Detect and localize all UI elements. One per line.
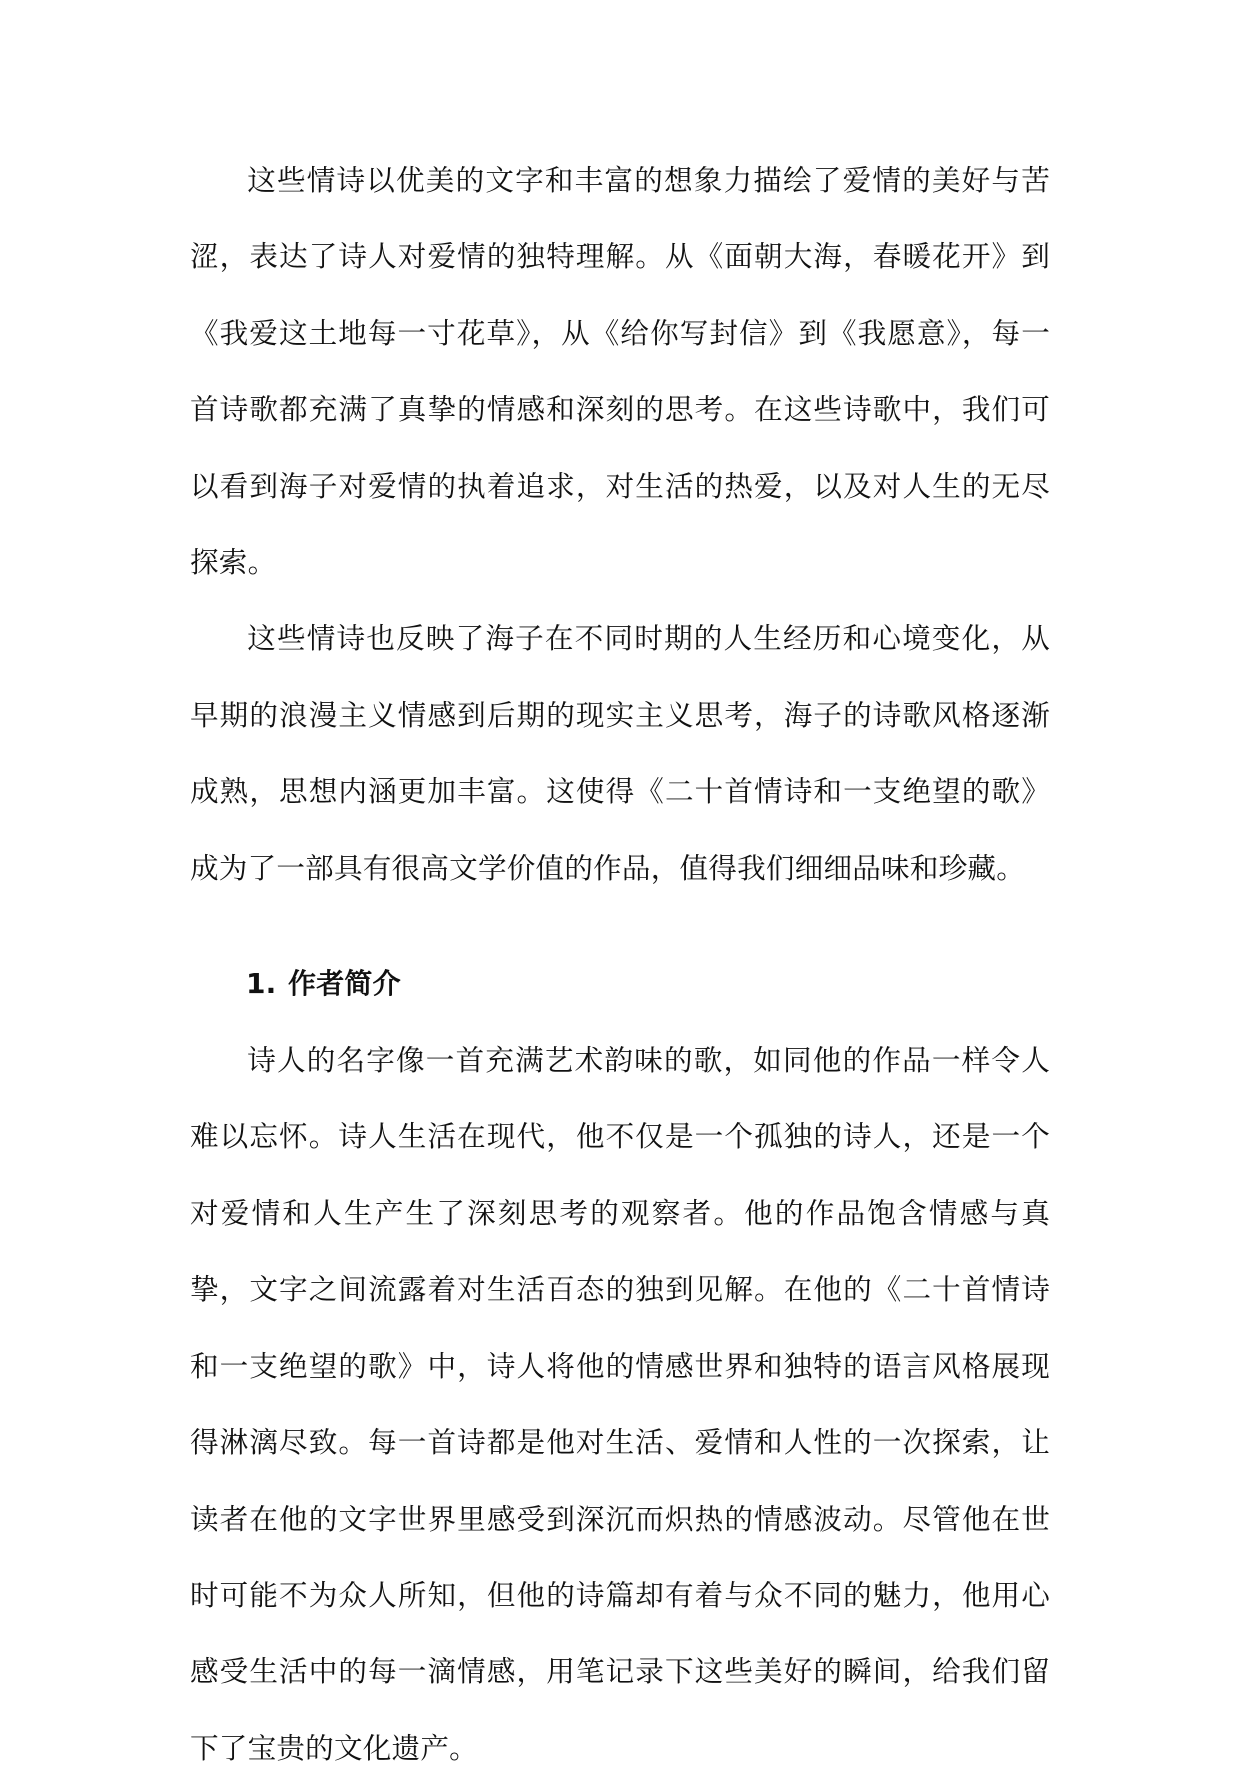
section-heading (190, 946, 1050, 1022)
paragraph-life-experience: 这些情诗也反映了海子在不同时期的人生经历和心境变化，从早期的浪漫主义情感到后期的现实主义思考，海子的诗歌风格逐渐成熟，思想内涵更加丰富。这使得《二十首情诗和一支绝望的歌》成为了一部具有很高文学价值的作品，值得我们细细品味和珍藏。 (190, 621, 1050, 885)
section-heading-number: 1. (246, 967, 277, 1001)
section-heading-title: 作者简介 (288, 967, 401, 1001)
paragraph-love-poems-description: 这些情诗以优美的文字和丰富的想象力描绘了爱情的美好与苦涩，表达了诗人对爱情的独特理解。从《面朝大海，春暖花开》到《我爱这土地每一寸花草》，从《给你写封信》到《我愿意》，每一首诗歌都充满了真挚的情感和深刻的思考。在这些诗歌中，我们可以看到海子对爱情的执着追求，对生活的热爱，以及对人生的无尽探索。 (190, 163, 1050, 580)
paragraph-author-introduction: 诗人的名字像一首充满艺术韵味的歌，如同他的作品一样令人难以忘怀。诗人生活在现代，他不仅是一个孤独的诗人，还是一个对爱情和人生产生了深刻思考的观察者。他的作品饱含情感与真挚，文字之间流露着对生活百态的独到见解。在他的《二十首情诗和一支绝望的歌》中，诗人将他的情感世界和独特的语言风格展现得淋漓尽致。每一首诗都是他对生活、爱情和人性的一次探索，让读者在他的文字世界里感受到深沉而炽热的情感波动。尽管他在世时可能不为众人所知，但他的诗篇却有着与众不同的魅力，他用心感受生活中的每一滴情感，用笔记录下这些美好的瞬间，给我们留下了宝贵的文化遗产。 (190, 1043, 1050, 1765)
document-body (190, 142, 1050, 1786)
